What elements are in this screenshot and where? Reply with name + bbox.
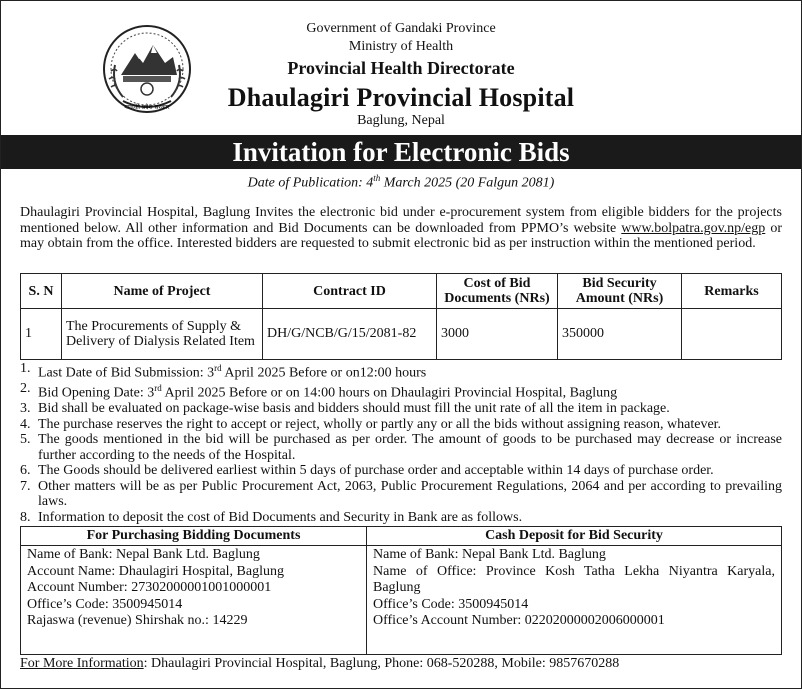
- col-header-project: Name of Project: [62, 274, 263, 309]
- contact-details: : Dhaulagiri Provincial Hospital, Baglung, Phone: 068-520288, Mobile: 9857670288: [143, 656, 620, 671]
- list-item: 3. Bid shall be evaluated on package-wise basis and bidders should must fill the unit rate of all the item in package.: [20, 401, 670, 417]
- cell-remarks: [682, 309, 782, 360]
- table-header-row: [21, 527, 782, 546]
- bank-details-documents: [21, 546, 367, 655]
- col-header-sn: S. N: [21, 274, 62, 309]
- hospital-name: Dhaulagiri Provincial Hospital: [227, 83, 575, 112]
- account-name: Account Name: Dhaulagiri Hospital, Baglung: [27, 563, 284, 579]
- hospital-location: Baglung, Nepal: [357, 113, 445, 128]
- more-info-label: For More Information: [20, 656, 144, 671]
- revenue-heading-number: Rajaswa (revenue) Shirshak no.: 14229: [27, 613, 248, 628]
- office-code: Office’s Code: 3500945014: [373, 596, 529, 612]
- publication-date: Date of Publication: 4th March 2025 (20 Falgun 2081): [247, 173, 555, 191]
- notice-title-banner: Invitation for Electronic Bids: [1, 135, 801, 169]
- table-row: [21, 309, 782, 360]
- bank-details-security: [367, 546, 782, 655]
- list-item: 2. Bid Opening Date: 3rd April 2025 Before or on 14:00 hours on Dhaulagiri Provincial Hospital, Baglung: [20, 381, 618, 401]
- intro-paragraph: Dhaulagiri Provincial Hospital, Baglung Invites the electronic bid under e-procurement system from eligible bidders for the projects mentioned below. All other information and Bid Documents can be downloaded from PPMO’s website www.bolpatra.gov.np/egp or may obtain from the office. Interested bidders are requested to submit electronic bid as per instruction within the mentioned period.: [20, 205, 782, 251]
- bid-conditions-list: [20, 361, 782, 525]
- cell-sn: 1: [21, 309, 62, 360]
- directorate-line: Provincial Health Directorate: [287, 58, 515, 78]
- bank-header-documents: For Purchasing Bidding Documents: [21, 527, 367, 546]
- office-name: Name of Office: Province Kosh Tatha Lekha Niyantra Karyala, Baglung: [373, 563, 775, 595]
- cell-project: The Procurements of Supply & Delivery of Dialysis Related Item: [62, 309, 263, 360]
- ministry-line: Ministry of Health: [348, 39, 454, 54]
- list-item: 1. Last Date of Bid Submission: 3rd April 2025 Before or on12:00 hours: [20, 361, 427, 381]
- col-header-remarks: Remarks: [682, 274, 782, 309]
- notice-header: [1, 1, 801, 135]
- list-item: 7. Other matters will be as per Public Procurement Act, 2063, Public Procurement Regulations, 2064 and per according to prevailing laws.: [20, 478, 782, 510]
- cell-cost: 3000: [437, 309, 558, 360]
- bank-header-security: Cash Deposit for Bid Security: [367, 527, 782, 546]
- cell-contract-id: DH/G/NCB/G/15/2081-82: [263, 309, 437, 360]
- list-item: 8. Information to deposit the cost of Bid Documents and Security in Bank are as follows.: [20, 509, 523, 525]
- office-account-number: Office’s Account Number: 02202000002006000001: [373, 613, 665, 628]
- list-item: 5. The goods mentioned in the bid will be purchased as per order. The amount of goods to be purchased may decrease or increase further according to the needs of the Hospital.: [20, 432, 782, 463]
- bank-details-table: [20, 526, 782, 655]
- col-header-security: Bid Security Amount (NRs): [558, 274, 682, 309]
- emblem-text: गण्डकी प्रदेश सरकार: [124, 104, 170, 111]
- col-header-cost: Cost of Bid Documents (NRs): [437, 274, 558, 309]
- government-line: Government of Gandaki Province: [306, 21, 496, 36]
- table-row: [21, 546, 782, 655]
- ppmo-website-link[interactable]: www.bolpatra.gov.np/egp: [621, 220, 766, 236]
- list-item: 6. The Goods should be delivered earliest within 5 days of purchase order and acceptable within 14 days of purchase order.: [20, 463, 714, 479]
- office-code: Office’s Code: 3500945014: [27, 596, 183, 612]
- contact-footer: [20, 656, 619, 672]
- bank-name: Name of Bank: Nepal Bank Ltd. Baglung: [373, 547, 606, 562]
- account-number: Account Number: 27302000001001000001: [27, 580, 272, 595]
- table-header-row: [21, 274, 782, 309]
- col-header-contract-id: Contract ID: [263, 274, 437, 309]
- bank-name: Name of Bank: Nepal Bank Ltd. Baglung: [27, 547, 260, 562]
- cell-security: 350000: [558, 309, 682, 360]
- bid-details-table: [20, 273, 782, 360]
- list-item: 4. The purchase reserves the right to accept or reject, wholly or partly any or all the bids without assigning reason, whatever.: [20, 416, 722, 432]
